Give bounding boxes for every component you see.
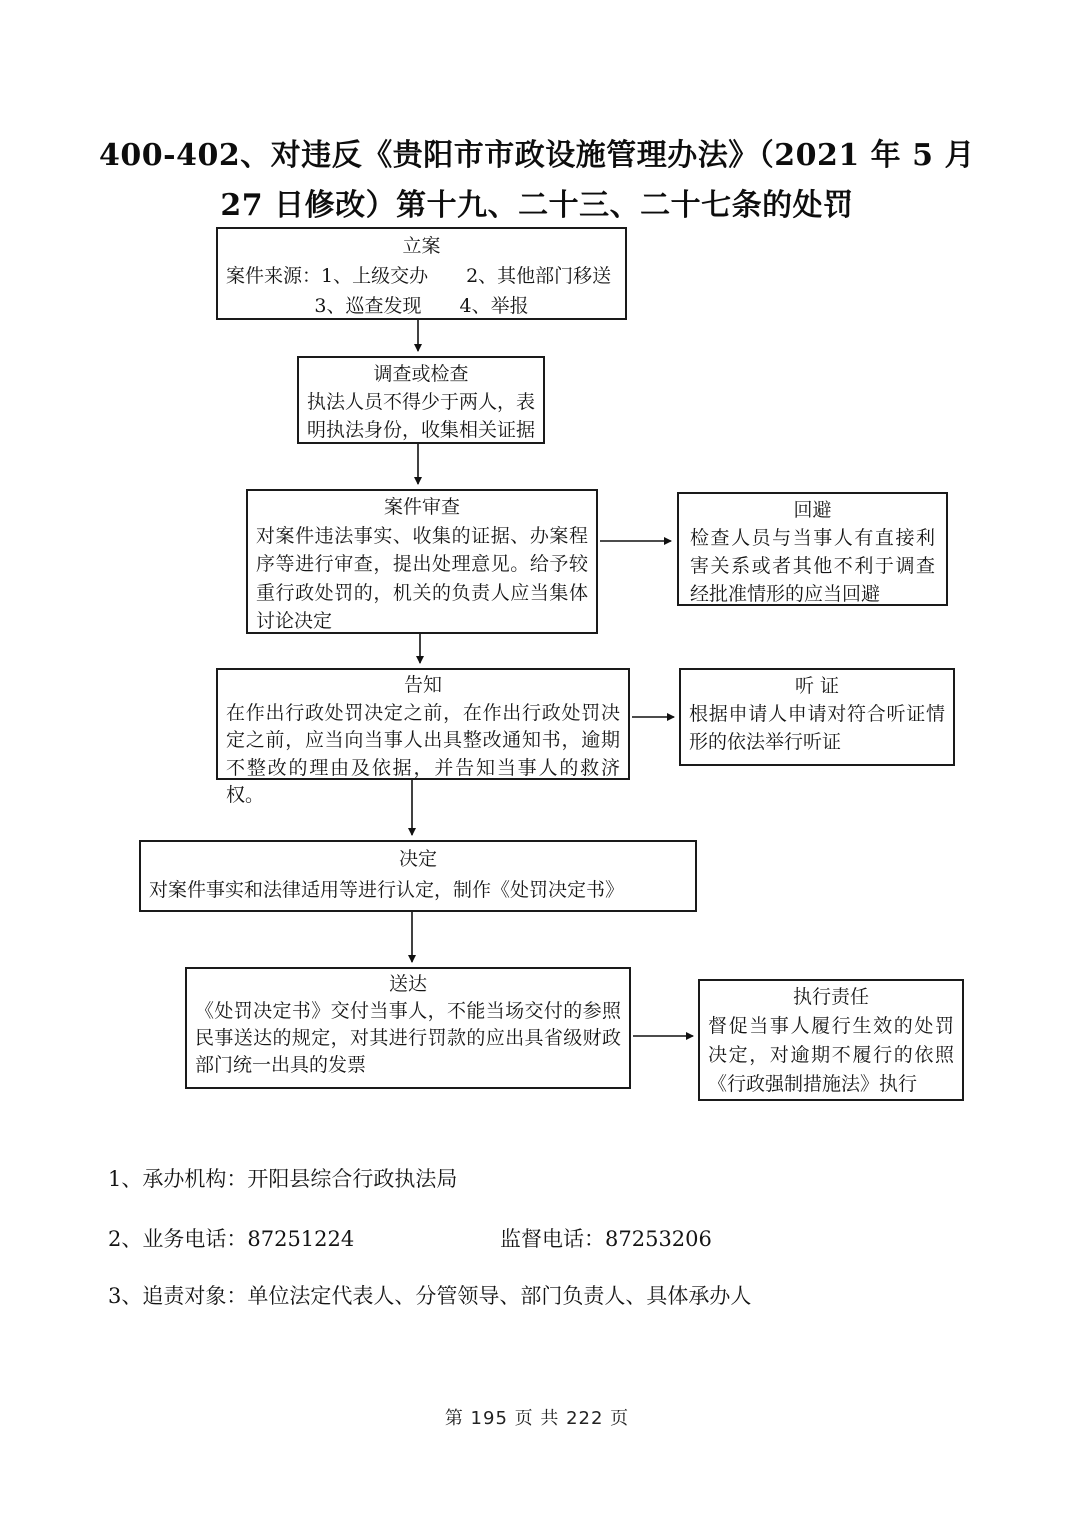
box-notification [216, 668, 630, 806]
box-recusal-body: 检查人员与当事人有直接利害关系或者其他不利于调查经批准情形的应当回避 [690, 527, 935, 605]
box-investigation-body: 执法人员不得少于两人，表明执法身份，收集相关证据 [307, 391, 536, 441]
box-notification-title: 告知 [403, 674, 442, 696]
box-notification-body: 在作出行政处罚决定之前，在作出行政处罚决定之前，应当向当事人出具整改通知书，逾期不整改的理由及依据，并告知当事人的救济权。 [226, 701, 620, 806]
page-title-line1: 400-402、对违反《贵阳市市政设施管理办法》（2021 年 5 月 [99, 138, 975, 173]
box-delivery-title: 送达 [388, 973, 427, 995]
box-hearing-title: 听 证 [794, 675, 840, 697]
box-filing-sources-row1: 案件来源：1、上级交办 2、其他部门移送 [226, 265, 612, 287]
box-hearing [679, 668, 955, 766]
box-filing [216, 227, 627, 320]
box-case-review [246, 489, 598, 634]
box-recusal-title: 回避 [793, 499, 832, 521]
box-hearing-body: 根据申请人申请对符合听证情形的依法举行听证 [689, 703, 945, 753]
page-title-line2: 27 日修改）第十九、二十三、二十七条的处罚 [220, 188, 854, 223]
box-investigation-title: 调查或检查 [373, 363, 469, 385]
box-delivery [185, 967, 631, 1089]
box-delivery-body: 《处罚决定书》交付当事人，不能当场交付的参照民事送达的规定，对其进行罚款的应出具省级财政部门统一出具的发票 [195, 1000, 621, 1076]
note-agency: 1、承办机构：开阳县综合行政执法局 [108, 1167, 458, 1191]
box-case-review-title: 案件审查 [383, 496, 460, 518]
page-title [0, 131, 1074, 231]
box-enforcement [698, 979, 964, 1101]
box-enforcement-title: 执行责任 [792, 986, 869, 1008]
page-footer: 第 195 页 共 222 页 [444, 1408, 630, 1429]
note-accountability: 3、追责对象：单位法定代表人、分管领导、部门负责人、具体承办人 [108, 1284, 752, 1308]
note-phones [108, 1223, 712, 1253]
box-investigation [297, 356, 545, 444]
box-decision-title: 决定 [398, 848, 437, 870]
box-filing-sources-row2: 3、巡查发现 4、举报 [314, 295, 529, 317]
note-supervision-phone: 监督电话：87253206 [500, 1227, 712, 1251]
box-filing-title: 立案 [402, 235, 441, 257]
box-decision [139, 840, 697, 912]
box-recusal [677, 492, 948, 606]
box-decision-body: 对案件事实和法律适用等进行认定，制作《处罚决定书》 [149, 879, 625, 901]
box-enforcement-body: 督促当事人履行生效的处罚决定，对逾期不履行的依照《行政强制措施法》执行 [708, 1015, 954, 1095]
note-business-phone: 2、业务电话：87251224 [108, 1227, 355, 1251]
box-case-review-body: 对案件违法事实、收集的证据、办案程序等进行审查，提出处理意见。给予较重行政处罚的，机关的负责人应当集体讨论决定 [256, 524, 588, 632]
